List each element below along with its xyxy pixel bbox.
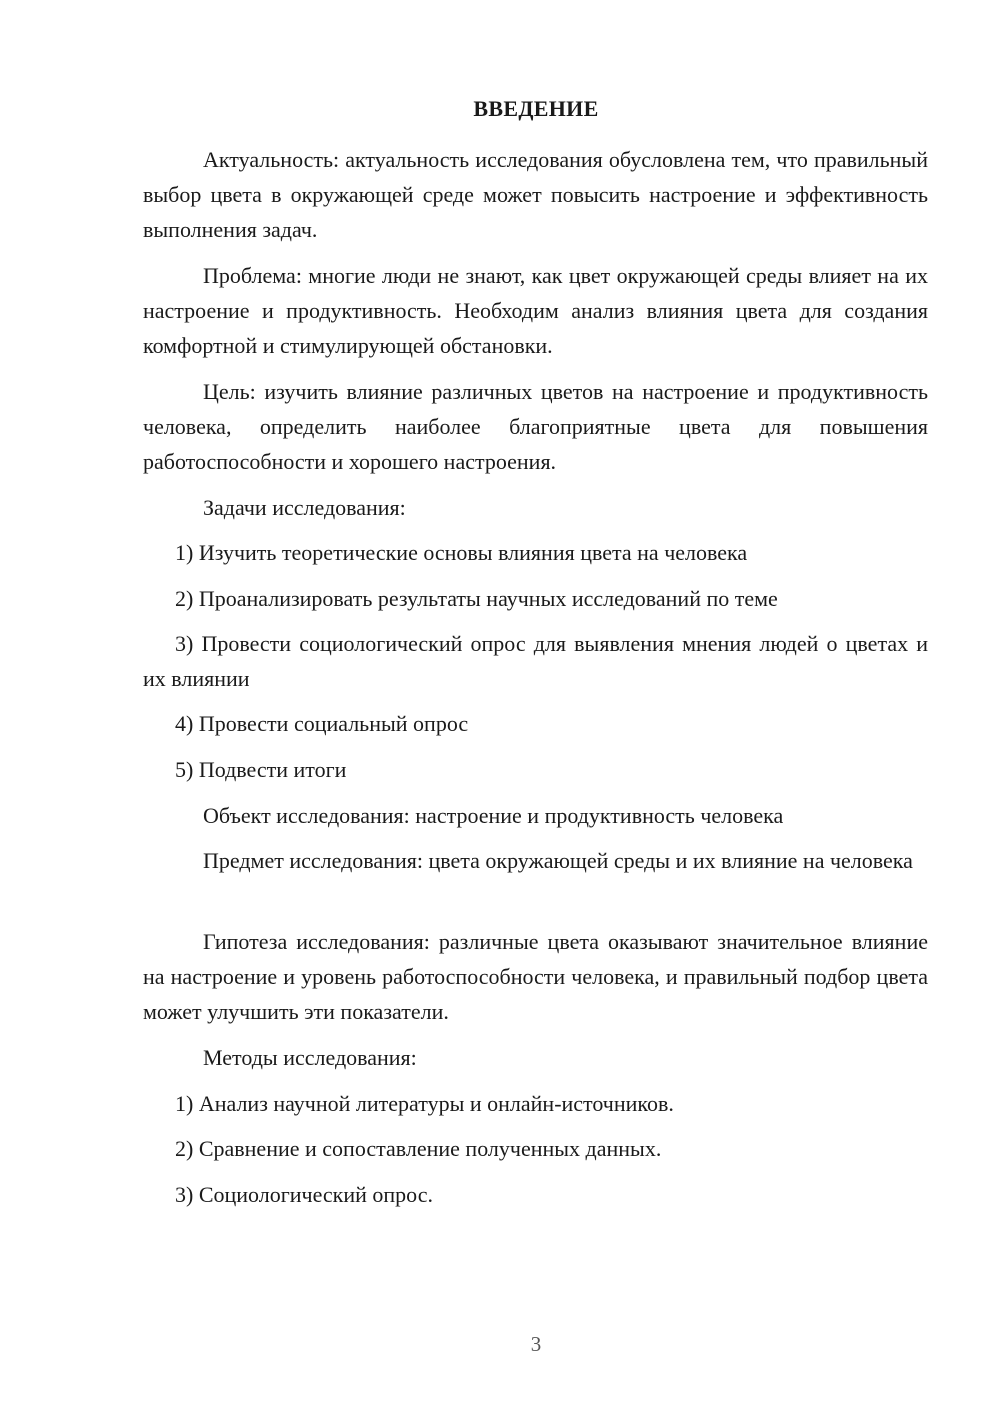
task-item: 3) Провести социологический опрос для выявления мнения людей о цветах и их влиянии	[143, 631, 928, 691]
subject-paragraph: Предмет исследования: цвета окружающей среды и их влияние на человека	[203, 848, 913, 873]
problem-paragraph: Проблема: многие люди не знают, как цвет окружающей среды влияет на их настроение и продуктивность. Необходим анализ влияния цвета для создания комфортной и стимулирующей обстановки.	[143, 263, 928, 358]
hypothesis-paragraph: Гипотеза исследования: различные цвета оказывают значительное влияние на настроение и уровень работоспособности человека, и правильный подбор цвета может улучшить эти показатели.	[143, 929, 928, 1024]
relevance-paragraph: Актуальность: актуальность исследования обусловлена тем, что правильный выбор цвета в окружающей среде может повысить настроение и эффективность выполнения задач.	[143, 147, 928, 242]
goal-paragraph: Цель: изучить влияние различных цветов на настроение и продуктивность человека, определить наиболее благоприятные цвета для повышения работоспособности и хорошего настроения.	[143, 379, 928, 474]
methods-heading: Методы исследования:	[203, 1045, 417, 1070]
task-item: 2) Проанализировать результаты научных исследований по теме	[175, 586, 778, 611]
object-paragraph: Объект исследования: настроение и продуктивность человека	[203, 803, 784, 828]
task-item: 4) Провести социальный опрос	[175, 711, 469, 736]
method-item: 1) Анализ научной литературы и онлайн-источников.	[175, 1091, 674, 1116]
method-item: 3) Социологический опрос.	[175, 1182, 433, 1207]
tasks-heading: Задачи исследования:	[203, 495, 406, 520]
page-title: ВВЕДЕНИЕ	[473, 96, 599, 121]
page-number: 3	[530, 1332, 542, 1356]
task-item: 5) Подвести итоги	[175, 757, 347, 782]
task-item: 1) Изучить теоретические основы влияния цвета на человека	[175, 540, 748, 565]
method-item: 2) Сравнение и сопоставление полученных данных.	[175, 1136, 662, 1161]
